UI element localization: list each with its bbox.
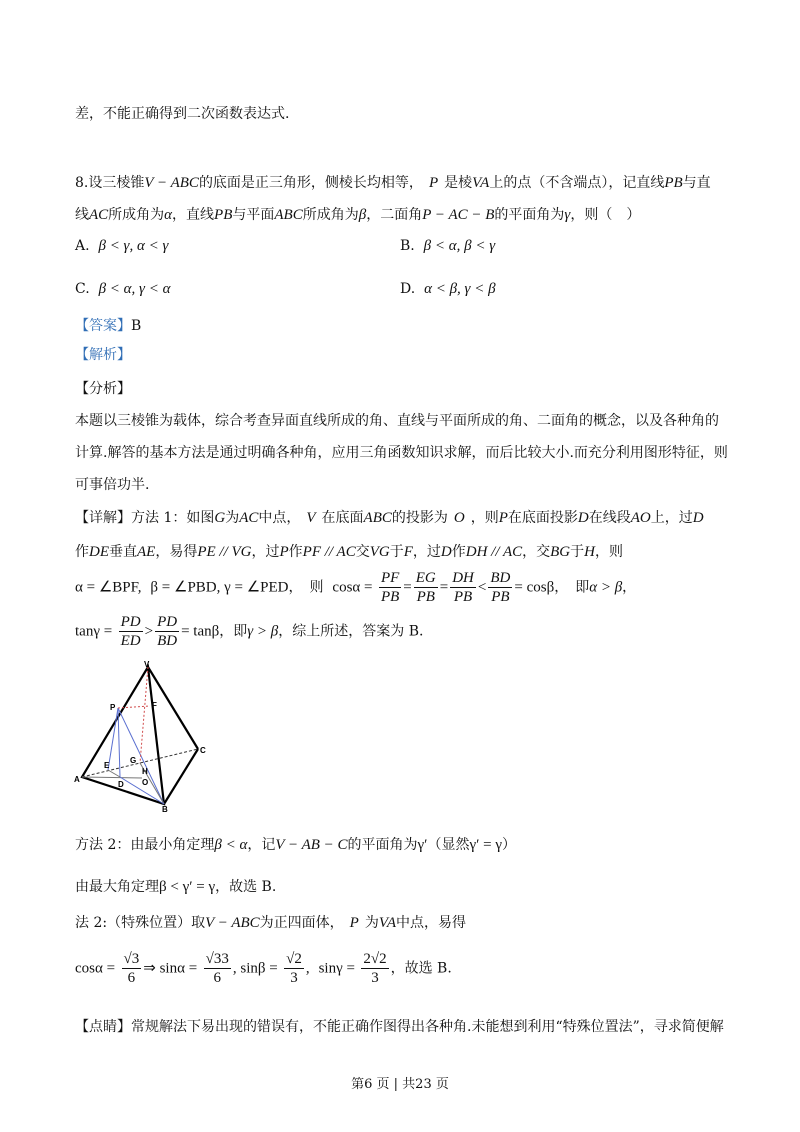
label-H: H bbox=[142, 767, 148, 776]
label-P: P bbox=[110, 703, 116, 712]
label-A: A bbox=[74, 775, 80, 784]
option-a: A. β < γ, α < γ bbox=[75, 238, 169, 254]
fraction: $\frac{BD}{PB}$ bbox=[490, 570, 511, 605]
label-F: F bbox=[152, 701, 157, 710]
fenxi-line-3: 可事倍功半. bbox=[75, 477, 150, 493]
option-c: C. β < α, γ < α bbox=[75, 281, 171, 297]
line-ED bbox=[108, 770, 120, 777]
intro-line: 差，不能正确得到二次函数表达式. bbox=[75, 106, 290, 122]
detail-line-1: 【详解】方法 1：如图G为AC中点， V 在底面ABC的投影为 O ，则P在底面投影D在线段AO上，过D bbox=[75, 510, 704, 526]
label-C: C bbox=[200, 746, 206, 755]
label-E: E bbox=[104, 761, 110, 770]
analysis-tag: 【解析】 bbox=[75, 347, 131, 363]
detail-line-4: tanγ = $\frac{PD}{ED}$ > $\frac{PD}{BD}$ = tanβ，即γ > β，综上所述，答案为 B. bbox=[75, 614, 424, 649]
line-AO bbox=[82, 777, 142, 778]
option-b: B. β < α, β < γ bbox=[400, 238, 496, 254]
fraction: $\frac{2√2}{3}$ bbox=[363, 951, 387, 986]
label-G: G bbox=[130, 756, 137, 765]
label-O: O bbox=[142, 778, 149, 787]
line-PE bbox=[108, 708, 118, 770]
fraction: $\frac{PD}{BD}$ bbox=[157, 614, 178, 649]
dianjing-tag: 【点睛】 bbox=[75, 1019, 131, 1035]
question-line-1: 8.设三棱锥V − ABC的底面是正三角形，侧棱长均相等， P 是棱VA上的点（不含端点），记直线PB与直 bbox=[75, 175, 711, 191]
label-V: V bbox=[144, 660, 150, 669]
fenxi-tag: 【分析】 bbox=[75, 381, 131, 397]
question-line-2: 线AC所成角为α，直线PB与平面ABC所成角为β，二面角P − AC − B的平面角为γ，则（ ） bbox=[75, 207, 641, 223]
label-B: B bbox=[162, 805, 168, 812]
fraction: $\frac{PD}{ED}$ bbox=[120, 614, 141, 649]
fraction: $\frac{EG}{PB}$ bbox=[415, 570, 436, 605]
dianjing-line: 【点睛】常规解法下易出现的错误有，不能正确作图得出各种角.未能想到利用“特殊位置法”，寻求简便解 bbox=[75, 1019, 724, 1035]
method3-line: 法 2:（特殊位置）取V − ABC为正四面体， P 为VA中点，易得 bbox=[75, 915, 467, 931]
answer-value: B bbox=[131, 318, 142, 334]
method2b-line: 由最大角定理β < γ′ = γ，故选 B. bbox=[75, 879, 277, 895]
label-D: D bbox=[118, 780, 124, 789]
fraction: $\frac{√33}{6}$ bbox=[205, 951, 229, 986]
fraction: $\frac{DH}{PB}$ bbox=[452, 570, 474, 605]
answer-tag: 【答案】 bbox=[75, 318, 131, 334]
detail-line-2: 作DE垂直AE，易得PE // VG，过P作PF // AC交VG于F，过D作DH // AC，交BG于H，则 bbox=[75, 544, 623, 560]
page-footer: 第6 页 | 共23 页 bbox=[351, 1077, 449, 1092]
fraction: $\frac{√2}{3}$ bbox=[286, 951, 302, 986]
line-PD bbox=[118, 708, 120, 777]
edge-BC bbox=[164, 749, 198, 804]
method2-line: 方法 2：由最小角定理β < α，记V − AB − C的平面角为γ′（显然γ′ = γ） bbox=[75, 837, 516, 853]
fraction: $\frac{√3}{6}$ bbox=[123, 951, 140, 986]
line-VG bbox=[140, 667, 148, 763]
detail-line-3: α = ∠BPF, β = ∠PBD, γ = ∠PED， 则 cosα = $\frac{PF}{PB}$ = $\frac{EG}{PB}$ = $\frac{DH}{PB}$ < $\frac{BD}{PB}$ = cosβ， 即α > β， bbox=[75, 570, 637, 605]
fraction: $\frac{PF}{PB}$ bbox=[380, 570, 400, 605]
answer-line bbox=[75, 315, 141, 337]
method3b-line: cosα = $\frac{√3}{6}$ ⇒ sinα = $\frac{√33}{6}$ , sinβ = $\frac{√2}{3}$ , sinγ = $\frac{2√2}{3}$ ，故选 B. bbox=[75, 951, 452, 986]
option-d: D. α < β, γ < β bbox=[400, 281, 496, 297]
fenxi-line-1: 本题以三棱锥为载体，综合考查异面直线所成的角、直线与平面所成的角、二面角的概念，以及各种角的 bbox=[75, 413, 719, 429]
fenxi-line-2: 计算.解答的基本方法是通过明确各种角，应用三角函数知识求解，而后比较大小.而充分利用图形特征，则 bbox=[75, 445, 728, 461]
pyramid-figure bbox=[72, 660, 212, 812]
